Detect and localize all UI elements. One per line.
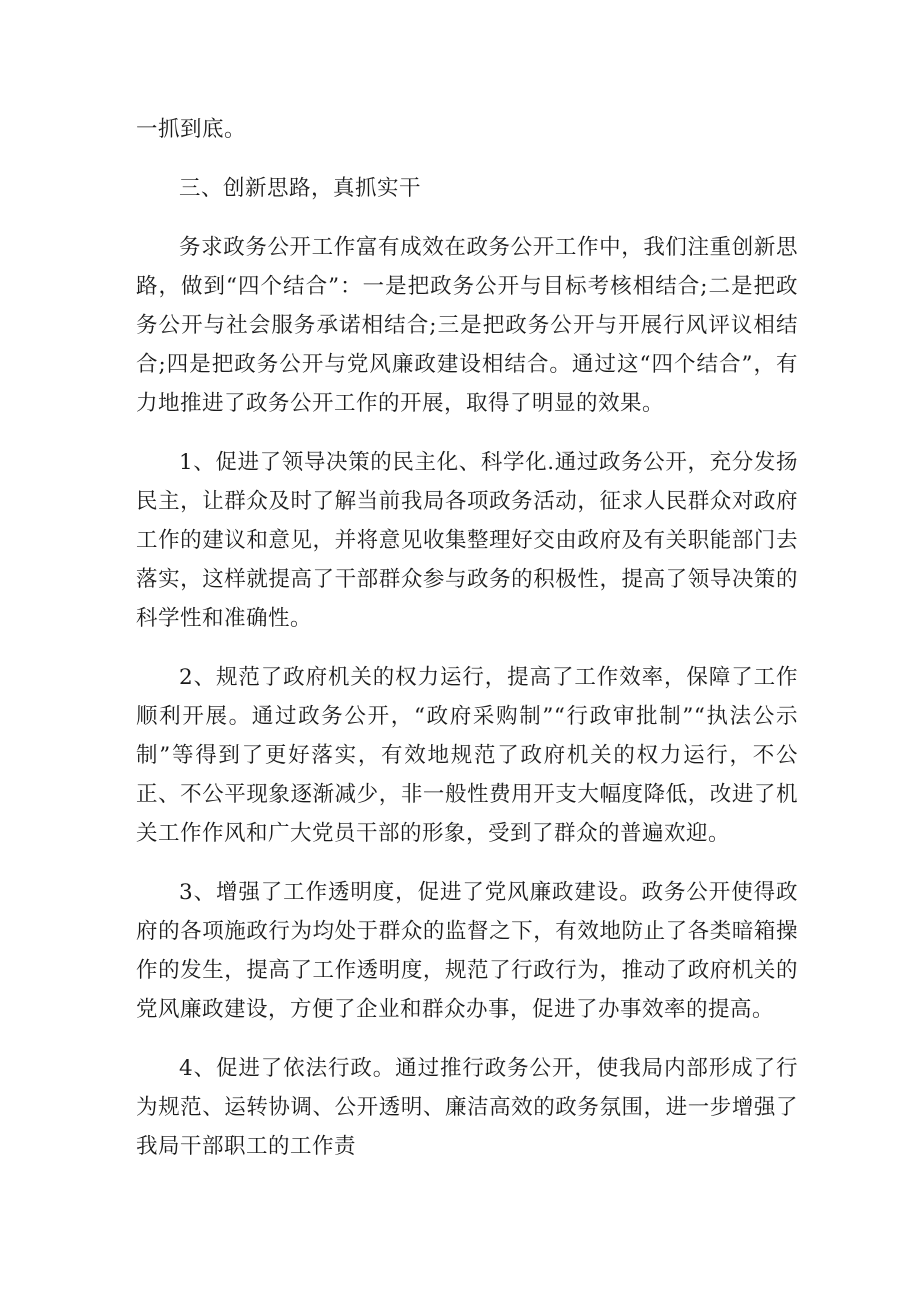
paragraph-continuation: 一抓到底。 — [136, 117, 247, 142]
paragraph-item-2: 2、规范了政府机关的权力运行，提高了工作效率，保障了工作顺利开展。通过政务公开，“政府采购制”“行政审批制”“执法公示制”等得到了更好落实，有效地规范了政府机关的权力运行，不公正、不公平现象逐渐减少，非一般性费用开支大幅度降低，改进了机关工作作风和广大党员干部的形象，受到了群众的普遍欢迎。 — [136, 665, 798, 846]
paragraph-four-combinations: 务求政务公开工作富有成效在政务公开工作中，我们注重创新思路，做到“四个结合”：一是把政务公开与目标考核相结合;二是把政务公开与社会服务承诺相结合;三是把政务公开与开展行风评议相结合;四是把政务公开与党风廉政建设相结合。通过这“四个结合”，有力地推进了政务公开工作的开展，取得了明显的效果。 — [136, 235, 798, 416]
paragraph-item-3: 3、增强了工作透明度，促进了党风廉政建设。政务公开使得政府的各项施政行为均处于群众的监督之下，有效地防止了各类暗箱操作的发生，提高了工作透明度，规范了行政行为，推动了政府机关的党风廉政建设，方便了企业和群众办事，促进了办事效率的提高。 — [136, 880, 798, 1022]
paragraph-item-1: 1、促进了领导决策的民主化、科学化.通过政务公开，充分发扬民主，让群众及时了解当前我局各项政务活动，征求人民群众对政府工作的建议和意见，并将意见收集整理好交由政府及有关职能部门去落实，这样就提高了干部群众参与政务的积极性，提高了领导决策的科学性和准确性。 — [136, 450, 798, 631]
paragraph-item-4: 4、促进了依法行政。通过推行政务公开，使我局内部形成了行为规范、运转协调、公开透明、廉洁高效的政务氛围，进一步增强了我局干部职工的工作责 — [136, 1056, 798, 1159]
document-body — [136, 110, 798, 1186]
section-heading-3: 三、创新思路，真抓实干 — [179, 176, 422, 201]
